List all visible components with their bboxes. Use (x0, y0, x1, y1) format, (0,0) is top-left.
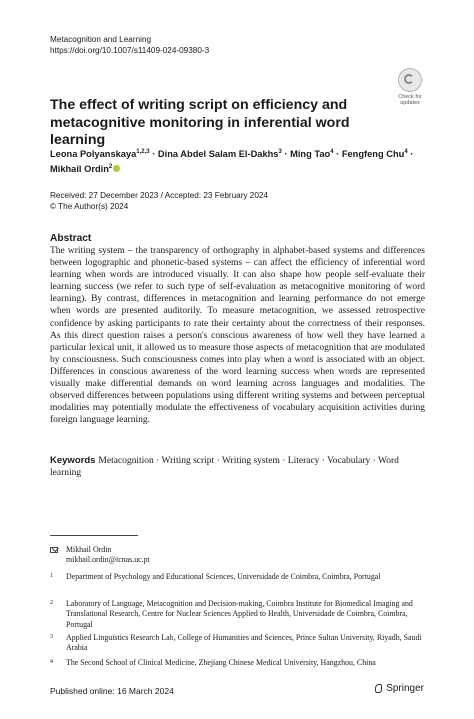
author-3[interactable]: Ming Tao (290, 149, 331, 160)
check-for-updates-badge[interactable] (393, 68, 427, 104)
affiliation-number: 4 (50, 659, 53, 665)
abstract-text: The writing system – the transparency of orthography in alphabet-based systems and differences between logographic and phonetic-based systems – can affect the efficiency of inferential word learning when words are introduced visually. It can also shape how people self-evaluate their learning success (we refer to such type of self-evaluation as metacognitive monitoring of word learning). By contrast, differences in metacognition and learning performance do not emerge when words are presented auditorily. To measure metacognition, we assessed retrospective confidence by asking participants to rate their certainty about the correctness of their responses. As this direct question raises a person's conscious awareness of how well they have learned a particular lexical unit, it allowed us to measure those aspects of metacognition that are modulated by consciousness. Such consciousness comes into play when a word is associated with an object. Differences in conscious awareness of the word learning success when words are represented visually make differential demands on word learning across languages and modalities. The observed differences between populations using different writing systems and between perceptual modalities may potentially modulate the effectiveness of vocabulary acquisition activities during foreign language learning. (50, 246, 425, 426)
footnote-divider (50, 535, 138, 536)
affiliation-number: 3 (50, 634, 53, 640)
journal-name: Metacognition and Learning (50, 35, 152, 44)
author-separator: · (281, 149, 291, 160)
author-separator: · (149, 149, 158, 160)
author-2[interactable]: Dina Abdel Salam El-Dakhs (157, 149, 279, 160)
author-5-affil: 2 (108, 164, 113, 171)
badge-line-1: Check for (398, 94, 422, 100)
affiliation-text: Laboratory of Language, Metacognition and Decision-making, Coimbra Institute for Biomedical Imaging and Translational Research, Centre for Nuclear Sciences Applied to Health, Universidade de Coimbra, Coimbra, Portugal (66, 599, 413, 629)
abstract-heading: Abstract (50, 233, 92, 244)
affiliation-text: Department of Psychology and Educational Sciences, Universidade de Coimbra, Coimbra, Portugal (66, 572, 381, 581)
affiliation-4 (50, 658, 430, 668)
affiliation-number: 2 (50, 600, 53, 606)
published-online: Published online: 16 March 2024 (50, 686, 174, 696)
keywords-label: Keywords (50, 455, 96, 466)
affiliation-3 (50, 633, 430, 654)
correspondence-name: Mikhail Ordin (66, 545, 112, 554)
orcid-icon[interactable] (113, 165, 120, 172)
author-5[interactable]: Mikhail Ordin (50, 164, 109, 175)
doi-link[interactable]: https://doi.org/10.1007/s11409-024-09380-3 (50, 46, 210, 55)
affiliation-1 (50, 572, 430, 582)
journal-header (50, 34, 209, 56)
author-separator: · (333, 149, 342, 160)
correspondence (50, 545, 150, 566)
affiliation-text: Applied Linguistics Research Lab, College of Humanities and Sciences, Prince Sultan University, Riyadh, Saudi Arabia (66, 633, 422, 653)
affiliation-number: 1 (50, 573, 53, 579)
received-accepted: Received: 27 December 2023 / Accepted: 23 February 2024 (50, 191, 269, 200)
publisher-name: Springer (386, 683, 424, 694)
keywords-text: Metacognition · Writing script · Writing system · Literacy · Vocabulary · Word learning (50, 456, 399, 479)
springer-horse-icon (374, 683, 383, 694)
keywords (50, 455, 425, 479)
affiliation-text: The Second School of Clinical Medicine, Zhejiang Chinese Medical University, Hangzhou, China (66, 658, 376, 667)
envelope-icon (50, 547, 58, 553)
article-dates (50, 190, 268, 212)
author-2-affil: 3 (278, 149, 282, 155)
author-4-affil: 4 (404, 149, 408, 155)
publisher-logo[interactable] (374, 683, 424, 694)
article-title: The effect of writing script on efficiency and metacognitive monitoring in inferential word learning (50, 97, 350, 148)
author-list (50, 146, 430, 176)
affiliation-2 (50, 599, 430, 630)
author-4[interactable]: Fengfeng Chu (341, 149, 405, 160)
check-for-updates-icon (398, 68, 422, 92)
correspondence-email[interactable]: mikhail.ordin@icnas.uc.pt (66, 555, 150, 565)
copyright: © The Author(s) 2024 (50, 202, 129, 211)
author-3-affil: 4 (330, 149, 334, 155)
author-separator: · (407, 149, 414, 160)
author-1[interactable]: Leona Polyanskaya (50, 149, 137, 160)
badge-line-2: updates (400, 100, 420, 106)
author-1-affil: 1,2,3 (136, 149, 150, 155)
